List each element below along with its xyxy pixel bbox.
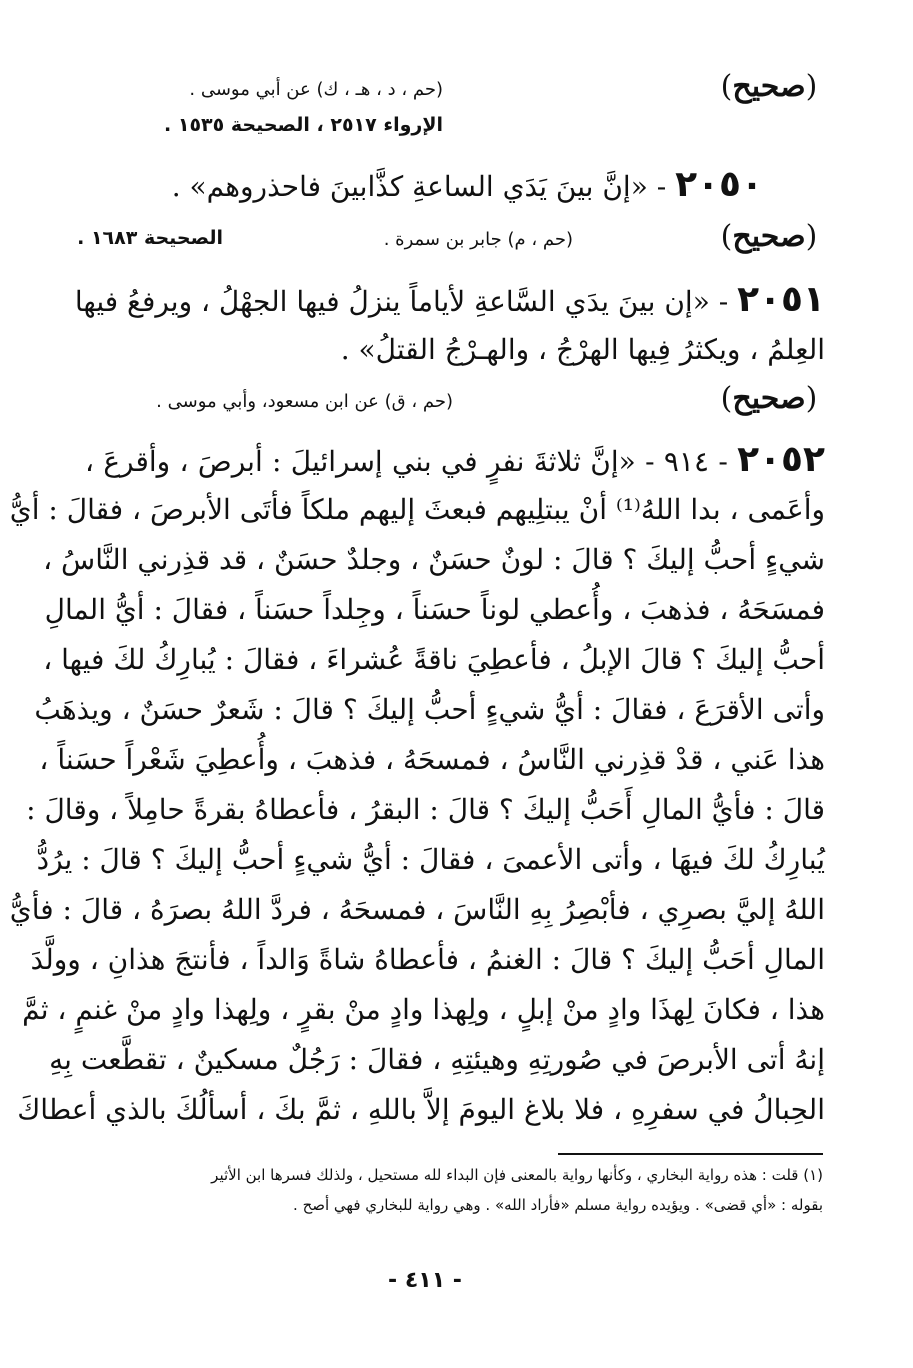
hadith-number: ٢٠٥٠	[675, 164, 763, 205]
hadith-number: ٢٠٥٢	[737, 439, 825, 480]
sources-2051: (حم ، ق) عن ابن مسعود، وأبي موسى .	[156, 391, 453, 412]
footnote-separator	[558, 1153, 823, 1155]
page-number: - ٤١١ -	[388, 1268, 462, 1293]
hadith-2050	[172, 164, 763, 205]
hadith-2052-line-8: قالَ : فأيُّ المالِ أَحَبُّ إليكَ ؟ قالَ : البقرُ ، فأعطاهُ بقرةً حامِلاً ، وقالَ :	[26, 793, 825, 826]
hadith-2052-line-6: وأتى الأقرَعَ ، فقالَ : أيُّ شيءٍ أحبُّ إليكَ ؟ قالَ : شَعرٌ حسَنٌ ، ويذهَبُ	[34, 693, 825, 726]
hadith-text: - «إن بينَ يدَي السَّاعةِ لأياماً ينزلُ فيها الجهْلُ ، ويرفعُ فيها	[74, 285, 729, 318]
grade-label: صحيح	[732, 219, 806, 254]
hadith-2052-line-13: إنهُ أتى الأبرصَ في صُورتِهِ وهيئتِهِ ، فقالَ : رَجُلٌ مسكينٌ ، تقطَّعت بِهِ	[49, 1043, 825, 1076]
grade-box-2051: (صحيح)	[720, 381, 818, 416]
hadith-2051-line-2: العِلمُ ، ويكثرُ فِيها الهرْجُ ، والهـرْجُ القتلُ» .	[340, 333, 825, 366]
hadith-2052-line-9: يُبارِكُ لكَ فيهَا ، وأتى الأعمىَ ، فقالَ : أيُّ شيءٍ أحبُّ إليكَ ؟ قالَ : يرُدُّ	[36, 843, 825, 876]
footnote-line-2: بقوله : «أي قضى» . ويؤيده رواية مسلم «فأراد الله» . وهي رواية للبخاري فهي أصح .	[293, 1196, 823, 1214]
grade-box-prev: (صحيح)	[720, 69, 818, 104]
hadith-2052-line-14: الحِبالُ في سفرِهِ ، فلا بلاغ اليومَ إلاَّ باللهِ ، ثمَّ بكَ ، أسألُكَ بالذي أعطاكَ	[17, 1093, 825, 1126]
sources-2050: (حم ، م) جابر بن سمرة .	[383, 229, 573, 250]
grade-label: صحيح	[732, 381, 806, 416]
hadith-2052-line-3: شيءٍ أحبُّ إليكَ ؟ قالَ : لونٌ حسَنٌ ، وجلدٌ حسَنٌ ، قد قذِرني النَّاسُ ،	[43, 543, 825, 576]
sources-prev: (حم ، د ، هـ ، ك) عن أبي موسى .	[189, 79, 443, 100]
refs-2050: الصحيحة ١٦٨٣ .	[77, 227, 223, 249]
hadith-text: - «إنَّ بينَ يَدَي الساعةِ كذَّابينَ فاحذروهم» .	[171, 170, 667, 203]
hadith-2052-line-10: اللهُ إليَّ بصرِي ، فأبْصِرُ بِهِ النَّاسَ ، فمسحَهُ ، فردَّ اللهُ بصرَهُ ، قالَ : فأيُّ	[9, 893, 825, 926]
hadith-2052-line-12: هذا ، فكانَ لِهذَا وادٍ منْ إبلٍ ، ولِهذا وادٍ منْ بقرٍ ، ولِهذا وادٍ منْ غنمٍ ، ثمَّ	[22, 993, 825, 1026]
hadith-number: ٢٠٥١	[737, 279, 825, 320]
hadith-2052-line-5: أحبُّ إليكَ ؟ قالَ الإبلُ ، فأعطِيَ ناقةً عُشراءَ ، فقالَ : يُبارِكُ لكَ فيها ،	[43, 643, 825, 676]
hadith-2052-line-2: وأعَمى ، بدا اللهُ⁽¹⁾ أنْ يبتلِيهم فبعثَ إليهم ملكاً فأتَى الأبرصَ ، فقالَ : أيُّ	[9, 493, 825, 526]
hadith-2052-line-7: هذا عَني ، قدْ قذِرني النَّاسُ ، فمسحَهُ ، فذهبَ ، وأُعطِيَ شَعْراً حسَناً ،	[39, 743, 825, 776]
footnote-line-1: (١) قلت : هذه رواية البخاري ، وكأنها رواية بالمعنى فإن البداء لله مستحيل ، ولذلك فسرها ابن الأثير	[211, 1166, 823, 1184]
hadith-text: - ٩١٤ - «إنَّ ثلاثةَ نفرٍ في بني إسرائيلَ : أبرصَ ، وأقرعَ ،	[85, 445, 728, 478]
hadith-2052-line-4: فمسَحَهُ ، فذهبَ ، وأُعطي لوناً حسَناً ، وجِلداً حسَناً ، فقالَ : أيُّ المالِ	[44, 593, 825, 626]
hadith-2052-line-11: المالِ أحَبُّ إليكَ ؟ قالَ : الغنمُ ، فأعطاهُ شاةً وَالداً ، فأنتجَ هذانِ ، وولَّدَ	[30, 943, 825, 976]
hadith-2052-line-1	[85, 440, 825, 482]
refs-prev: الإرواء ٢٥١٧ ، الصحيحة ١٥٣٥ .	[164, 114, 443, 136]
grade-box-2050: (صحيح)	[720, 219, 818, 254]
grade-label: صحيح	[732, 69, 806, 104]
hadith-2051-line-1	[74, 279, 825, 322]
